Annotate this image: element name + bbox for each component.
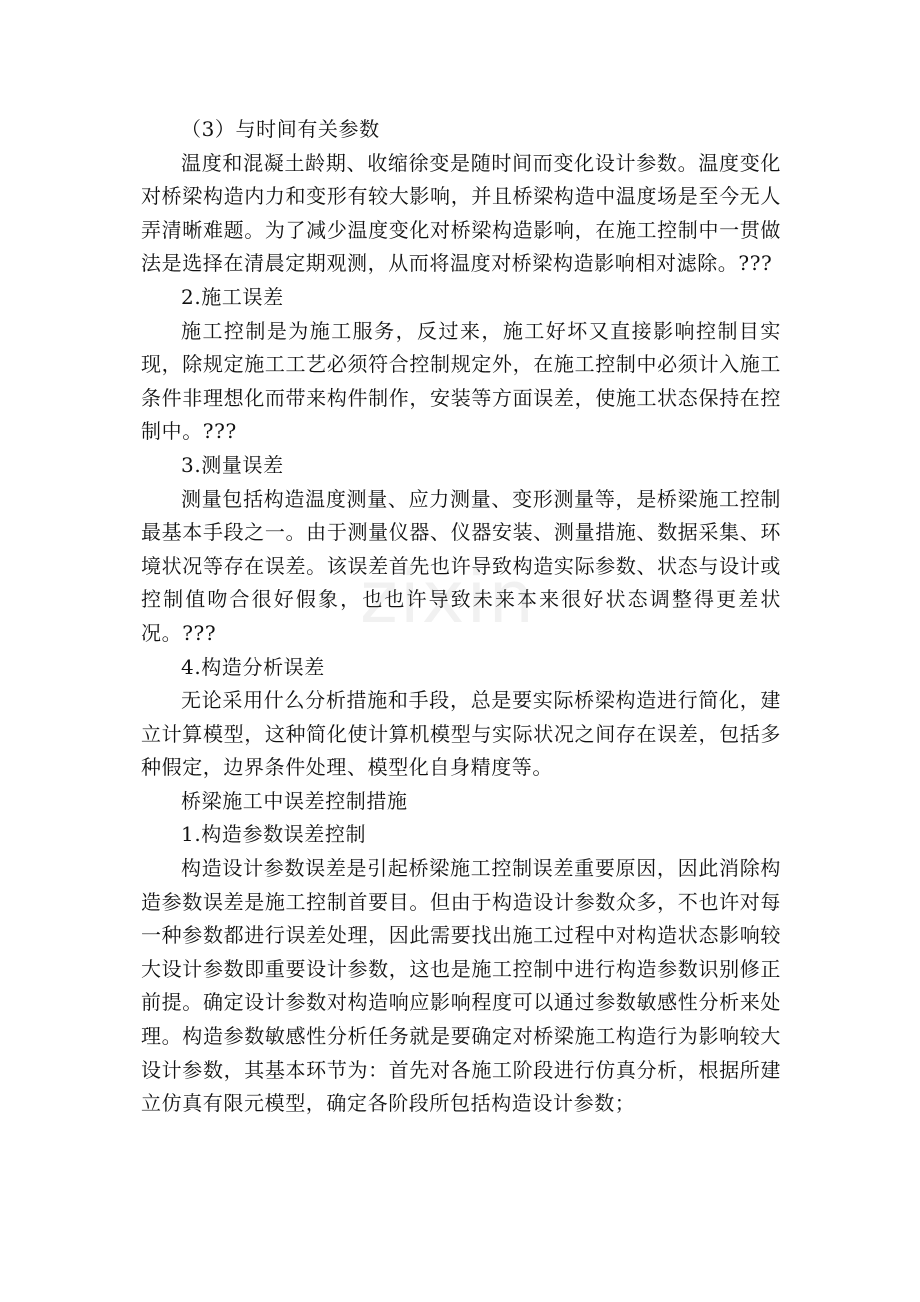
section-heading-construction-error: 2.施工误差 <box>181 284 284 309</box>
section-heading-param-error-control: 1.构造参数误差控制 <box>181 822 367 847</box>
paragraph-temperature: 温度和混凝土龄期、收缩徐变是随时间而变化设计参数。温度变化对桥梁构造内力和变形有较大影响，并且桥梁构造中温度场是至今无人弄清晰难题。为了减少温度变化对桥梁构造影响，在施工控制中一贯做法是选择在清晨定期观测，从而将温度对桥梁构造影响相对滤除。??? <box>141 150 781 276</box>
document-body <box>141 113 781 1121</box>
section-heading-time-params: （3）与时间有关参数 <box>181 117 380 141</box>
paragraph-analysis-error: 无论采用什么分析措施和手段，总是要实际桥梁构造进行简化，建立计算模型，这种简化使计算机模型与实际状况之间存在误差，包括多种假定，边界条件处理、模型化自身精度等。 <box>141 688 781 780</box>
section-heading-measurement-error: 3.测量误差 <box>181 452 284 477</box>
paragraph-measurement-error: 测量包括构造温度测量、应力测量、变形测量等，是桥梁施工控制最基本手段之一。由于测量仪器、仪器安装、测量措施、数据采集、环境状况等存在误差。该误差首先也许导致构造实际参数、状态与设计或控制值吻合很好假象，也也许导致未来本来很好状态调整得更差状况。??? <box>141 486 781 645</box>
section-heading-error-control: 桥梁施工中误差控制措施 <box>181 788 408 813</box>
paragraph-param-error-control: 构造设计参数误差是引起桥梁施工控制误差重要原因，因此消除构造参数误差是施工控制首要目。但由于构造设计参数众多，不也许对每一种参数都进行误差处理，因此需要找出施工过程中对构造状态影响较大设计参数即重要设计参数，这也是施工控制中进行构造参数识别修正前提。确定设计参数对构造响应影响程度可以通过参数敏感性分析来处理。构造参数敏感性分析任务就是要确定对桥梁施工构造行为影响较大设计参数，其基本环节为：首先对各施工阶段进行仿真分析，根据所建立仿真有限元模型，确定各阶段所包括构造设计参数； <box>141 856 781 1116</box>
paragraph-construction-error: 施工控制是为施工服务，反过来，施工好坏又直接影响控制目实现，除规定施工工艺必须符合控制规定外，在施工控制中必须计入施工条件非理想化而带来构件制作，安装等方面误差，使施工状态保持在控制中。??? <box>141 318 781 444</box>
section-heading-analysis-error: 4.构造分析误差 <box>181 654 325 679</box>
watermark: zixin <box>360 555 537 639</box>
